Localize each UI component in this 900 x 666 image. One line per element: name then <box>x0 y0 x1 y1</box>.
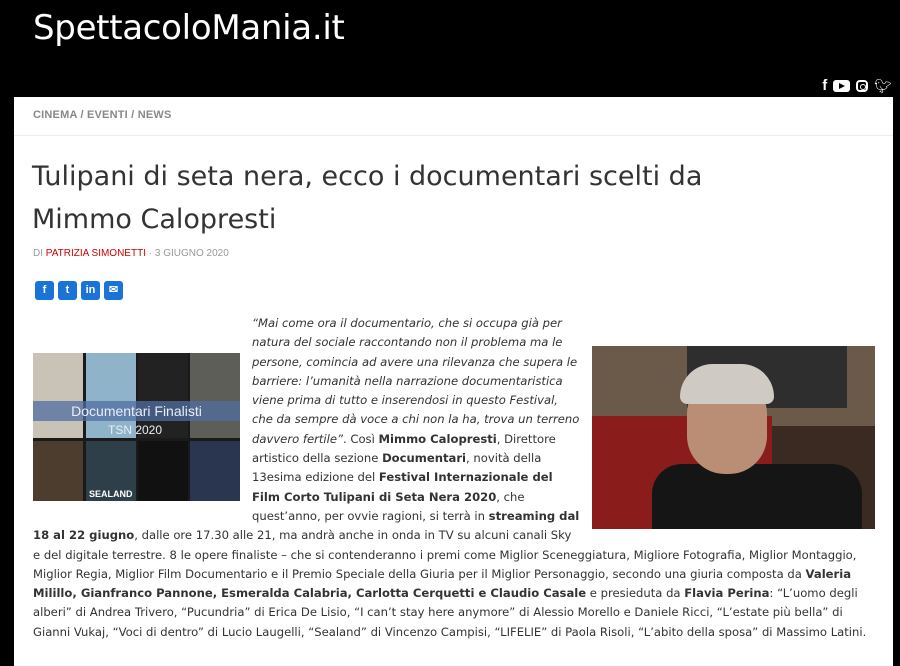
body-text: , Direttore artistico della sezione <box>252 431 556 466</box>
body-text: e presieduta da <box>586 586 685 601</box>
body-text: , novità della 13esima edizione del <box>252 451 542 485</box>
body-text: . Così <box>342 431 379 446</box>
breadcrumb-separator: / <box>127 109 138 121</box>
quote-text: “Mai come ora il documentario, che si occupa già per natura del sociale raccontando non il problema ma le persone, comincia ad avere una rilevanza che supera le barriere: l’umanità nella narrazione documentaristica viene prima di tutto e inserendosi in questo Festival, che da sempre dà voce a chi non la ha, trova un terreno davvero fertile” <box>252 316 580 446</box>
poster-spacer <box>33 329 252 520</box>
social-links <box>822 78 892 94</box>
article-body <box>33 314 875 642</box>
twitter-share-icon[interactable]: t <box>58 281 77 300</box>
poster-title: Documentari Finalisti <box>33 401 240 421</box>
jury-president: Flavia Perina <box>684 586 770 601</box>
divider <box>14 135 893 136</box>
publish-date: 3 GIUGNO 2020 <box>154 248 229 259</box>
body-text: , che quest’anno, per ovvie ragioni, si terrà in <box>252 489 525 523</box>
body-text: , dalle ore 17.30 alle 21, ma andrà anche in onda in TV su alcuni canali Sky e del digitale terrestre. 8 le opere finaliste – che si contenderanno i premi come Miglior Sceneggiatura, Migliore Fotografia, Miglior Montaggio, Miglior Regia, Miglior Film Documentario e il Premio Speciale della Giuria per il Miglior Personaggio, secondo una giuria composta da <box>33 528 857 581</box>
site-header <box>0 0 900 97</box>
facebook-icon[interactable]: f <box>822 77 828 94</box>
body-text: : “L’uomo degli alberi” di Andrea Trivero, “Pucundria” di Erica De Lisio, “I can’t stay here anymore” di Alessio Morello e Daniele Ricci, “L’estate più bella” di Gianni Vukaj, “Voci di dentro” di Lucio Laugelli, “Sealand” di Vincenzo Campisi, “LIFELIE” di Paola Risoli, “L’abito della sposa” di Massimo Latini. <box>33 586 867 639</box>
author-link[interactable]: PATRIZIA SIMONETTI <box>45 248 146 259</box>
director-name: Mimmo Calopresti <box>378 431 497 446</box>
streaming-dates: streaming dal 18 al 22 giugno <box>33 508 580 543</box>
photo-spacer <box>585 346 875 529</box>
instagram-icon[interactable] <box>856 80 868 92</box>
byline-prefix: DI <box>33 248 46 259</box>
breadcrumb-news[interactable]: NEWS <box>137 109 172 121</box>
byline <box>33 248 229 259</box>
festival-name: Festival Internazionale del Film Corto Tulipani di Seta Nera 2020 <box>252 470 553 504</box>
poster-subtitle: TSN 2020 <box>108 423 163 437</box>
share-buttons <box>35 281 123 300</box>
byline-separator: · <box>145 248 155 259</box>
email-share-icon[interactable]: ✉ <box>104 281 123 300</box>
article-title: Tulipani di seta nera, ecco i documentari scelti da Mimmo Calopresti <box>32 161 703 235</box>
twitter-icon[interactable]: 🐦︎ <box>874 78 892 94</box>
poster-film-label: SEALAND <box>89 489 133 499</box>
section-name: Documentari <box>382 451 467 466</box>
linkedin-share-icon[interactable]: in <box>81 281 100 300</box>
breadcrumb <box>33 109 172 121</box>
article-page <box>14 97 893 666</box>
youtube-icon[interactable] <box>833 80 850 92</box>
facebook-share-icon[interactable]: f <box>35 281 54 300</box>
breadcrumb-separator: / <box>77 109 87 121</box>
jury-names: Valeria Milillo, Gianfranco Pannone, Esmeralda Calabria, Carlotta Cerquetti e Claudio Casale <box>33 566 852 601</box>
breadcrumb-cinema[interactable]: CINEMA <box>33 109 78 121</box>
breadcrumb-eventi[interactable]: EVENTI <box>86 109 128 121</box>
site-logo[interactable]: SpettacoloMania.it <box>33 8 345 48</box>
